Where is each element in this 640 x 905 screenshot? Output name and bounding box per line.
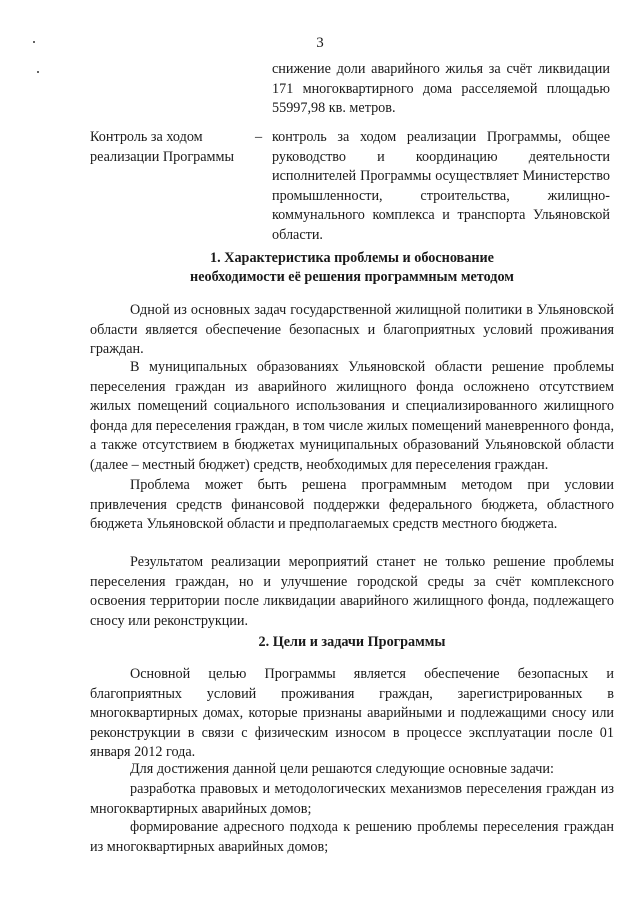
section2-paragraph-2: Для достижения данной цели решаются следующие основные задачи:	[130, 761, 554, 777]
goal-continuation-text: снижение доли аварийного жилья за счёт ликвидации 171 многоквартирного дома расселяемой площадью 55997,98 кв. метров.	[272, 61, 610, 116]
control-row-text: контроль за ходом реализации Программы, общее руководство и координацию деятельности исполнителей Программы осуществляет Министерство промышленности, строительства, жилищно-коммунального комплекса и транспорта Ульяновской области.	[272, 129, 610, 243]
section2-title: 2. Цели и задачи Программы	[258, 634, 446, 650]
control-row-dash: –	[255, 129, 263, 145]
section1-title-line2: необходимости её решения программным методом	[190, 269, 514, 285]
section1-paragraph-3: Проблема может быть решена программным методом при условии привлечения средств финансовой поддержки федерального бюджета, областного бюджета Ульяновской области и предполагаемых средств местного бюджета.	[90, 477, 614, 532]
section2-paragraph-1: Основной целью Программы является обеспечение безопасных и благоприятных условий проживания граждан, зарегистрированных в многоквартирных домах, которые признаны аварийными и подлежащими сносу или реконструкции в связи с физическим износом в процессе эксплуатации после 01 января 2012 года.	[90, 666, 614, 760]
section1-paragraph-2: В муниципальных образованиях Ульяновской области решение проблемы переселения граждан из аварийного жилищного фонда осложнено отсутствием жилых помещений социального использования и специализированного жилищного фонда для переселения граждан, в том числе жилых помещений маневренного фонда, а также отсутствием в бюджетах муниципальных образований Ульяновской области (далее – местный бюджет) средств, необходимых для переселения граждан.	[90, 359, 614, 473]
scan-speck	[37, 71, 39, 73]
section1-title-line1: 1. Характеристика проблемы и обоснование	[210, 250, 494, 266]
control-row-label: Контроль за ходом реализации Программы	[90, 129, 235, 165]
section1-paragraph-4: Результатом реализации мероприятий станет не только решение проблемы переселения граждан, но и улучшение городской среды за счёт комплексного освоения территории после ликвидации аварийного жилищного фонда, подлежащего сносу или реконструкции.	[90, 554, 614, 629]
section2-paragraph-4: формирование адресного подхода к решению проблемы переселения граждан из многоквартирных аварийных домов;	[90, 819, 614, 855]
page-number: 3	[316, 35, 324, 51]
section1-paragraph-1: Одной из основных задач государственной жилищной политики в Ульяновской области является обеспечение безопасных и благоприятных условий проживания граждан.	[90, 302, 614, 357]
section2-paragraph-3: разработка правовых и методологических механизмов переселения граждан из многоквартирных аварийных домов;	[90, 781, 614, 817]
